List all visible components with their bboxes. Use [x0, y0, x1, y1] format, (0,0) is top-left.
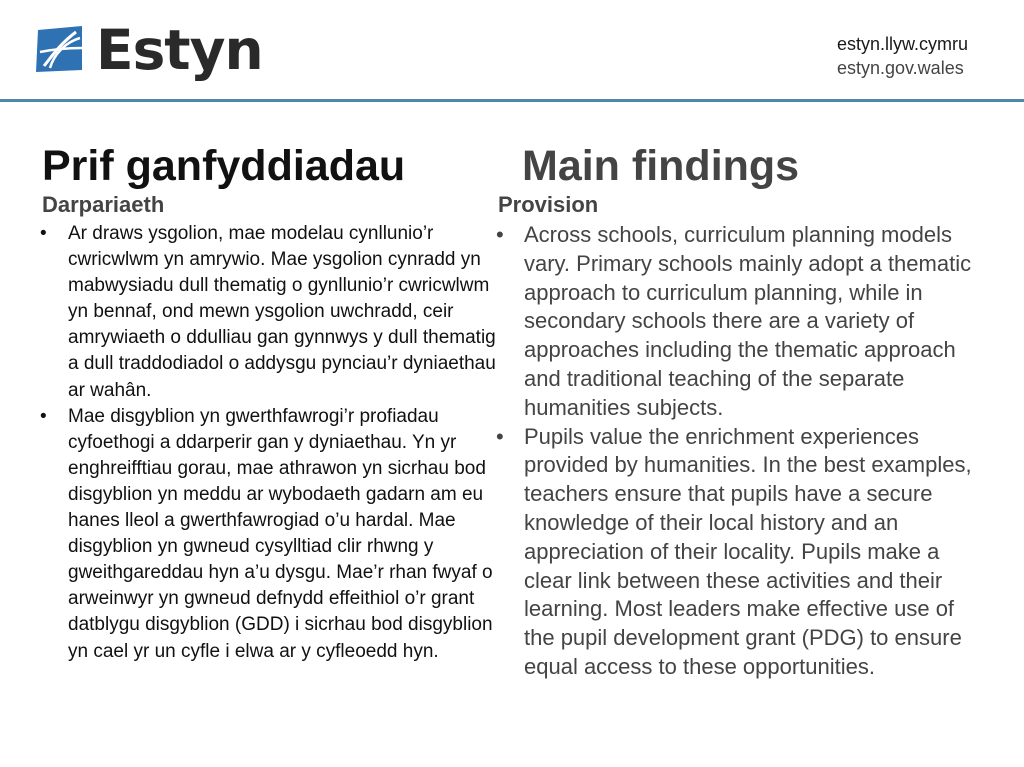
bullet-glyph: •: [496, 222, 504, 247]
estyn-swoosh-icon: [36, 26, 84, 72]
bullet-glyph: •: [40, 223, 47, 244]
list-item: [40, 221, 506, 404]
site-urls: [837, 32, 968, 80]
subheading-english: Provision: [498, 192, 599, 217]
subheading-welsh: Darpariaeth: [42, 192, 165, 217]
list-item: [496, 221, 984, 423]
bullet-glyph: •: [40, 405, 47, 427]
list-item-text: Pupils value the enrichment experiences provided by humanities. In the best examples, teachers ensure that pupils have a secure knowledge of their local history and an appreciation of their locality. Pupils make a clear link between these activities and their learning. Most leaders make effective use of the pupil development grant (PDG) to ensure equal access to these opportunities.: [524, 423, 972, 679]
list-item: [496, 423, 984, 682]
list-item-text: Across schools, curriculum planning models vary. Primary schools mainly adopt a thematic approach to curriculum planning, while in secondary schools there are a variety of approaches including the thematic approach and traditional teaching of the separate humanities subjects.: [524, 222, 972, 420]
page-title-english: Main findings: [522, 142, 800, 190]
url-english[interactable]: estyn.gov.wales: [836, 58, 964, 78]
findings-list-welsh: [40, 221, 506, 665]
url-welsh[interactable]: estyn.llyw.cymru: [836, 34, 968, 54]
list-item-text: Ar draws ysgolion, mae modelau cynllunio’r cwricwlwm yn amrywio. Mae ysgolion cynradd yn mabwysiadu dull thematig o gynllunio’r cwricwlwm yn bennaf, ond mewn ysgolion uwchradd, ceir amrywiaeth o ddulliau gan gynnwys y dull thematig a dull traddodiadol o addysgu pynciau’r dyniaethau ar wahân.: [68, 223, 496, 401]
list-item-text: Mae disgyblion yn gwerthfawrogi’r profiadau cyfoethogi a ddarperir gan y dyniaethau. Yn yr enghreifftiau gorau, mae athrawon yn sicrhau bod disgyblion yn meddu ar wybodaeth gadarn am eu hanes lleol a gwerthfawrogiad o’u hardal. Mae disgyblion yn gwneud cysylltiad clir rhwng y gweithgareddau hyn a’u dysgu. Mae’r rhan fwyaf o arweinwyr yn gwneud defnydd effeithiol o’r grant datblygu disgyblion (GDD) i sicrhau bod disgyblion yn cael yr un cyfle i elwa ar y cyfleoedd hyn.: [68, 405, 493, 662]
logo-wordmark: Estyn: [96, 18, 263, 82]
header-divider: [0, 99, 1024, 102]
page-title-welsh: Prif ganfyddiadau: [42, 142, 406, 190]
bullet-glyph: •: [496, 423, 504, 449]
list-item: [40, 404, 506, 665]
findings-list-english: [496, 221, 984, 682]
